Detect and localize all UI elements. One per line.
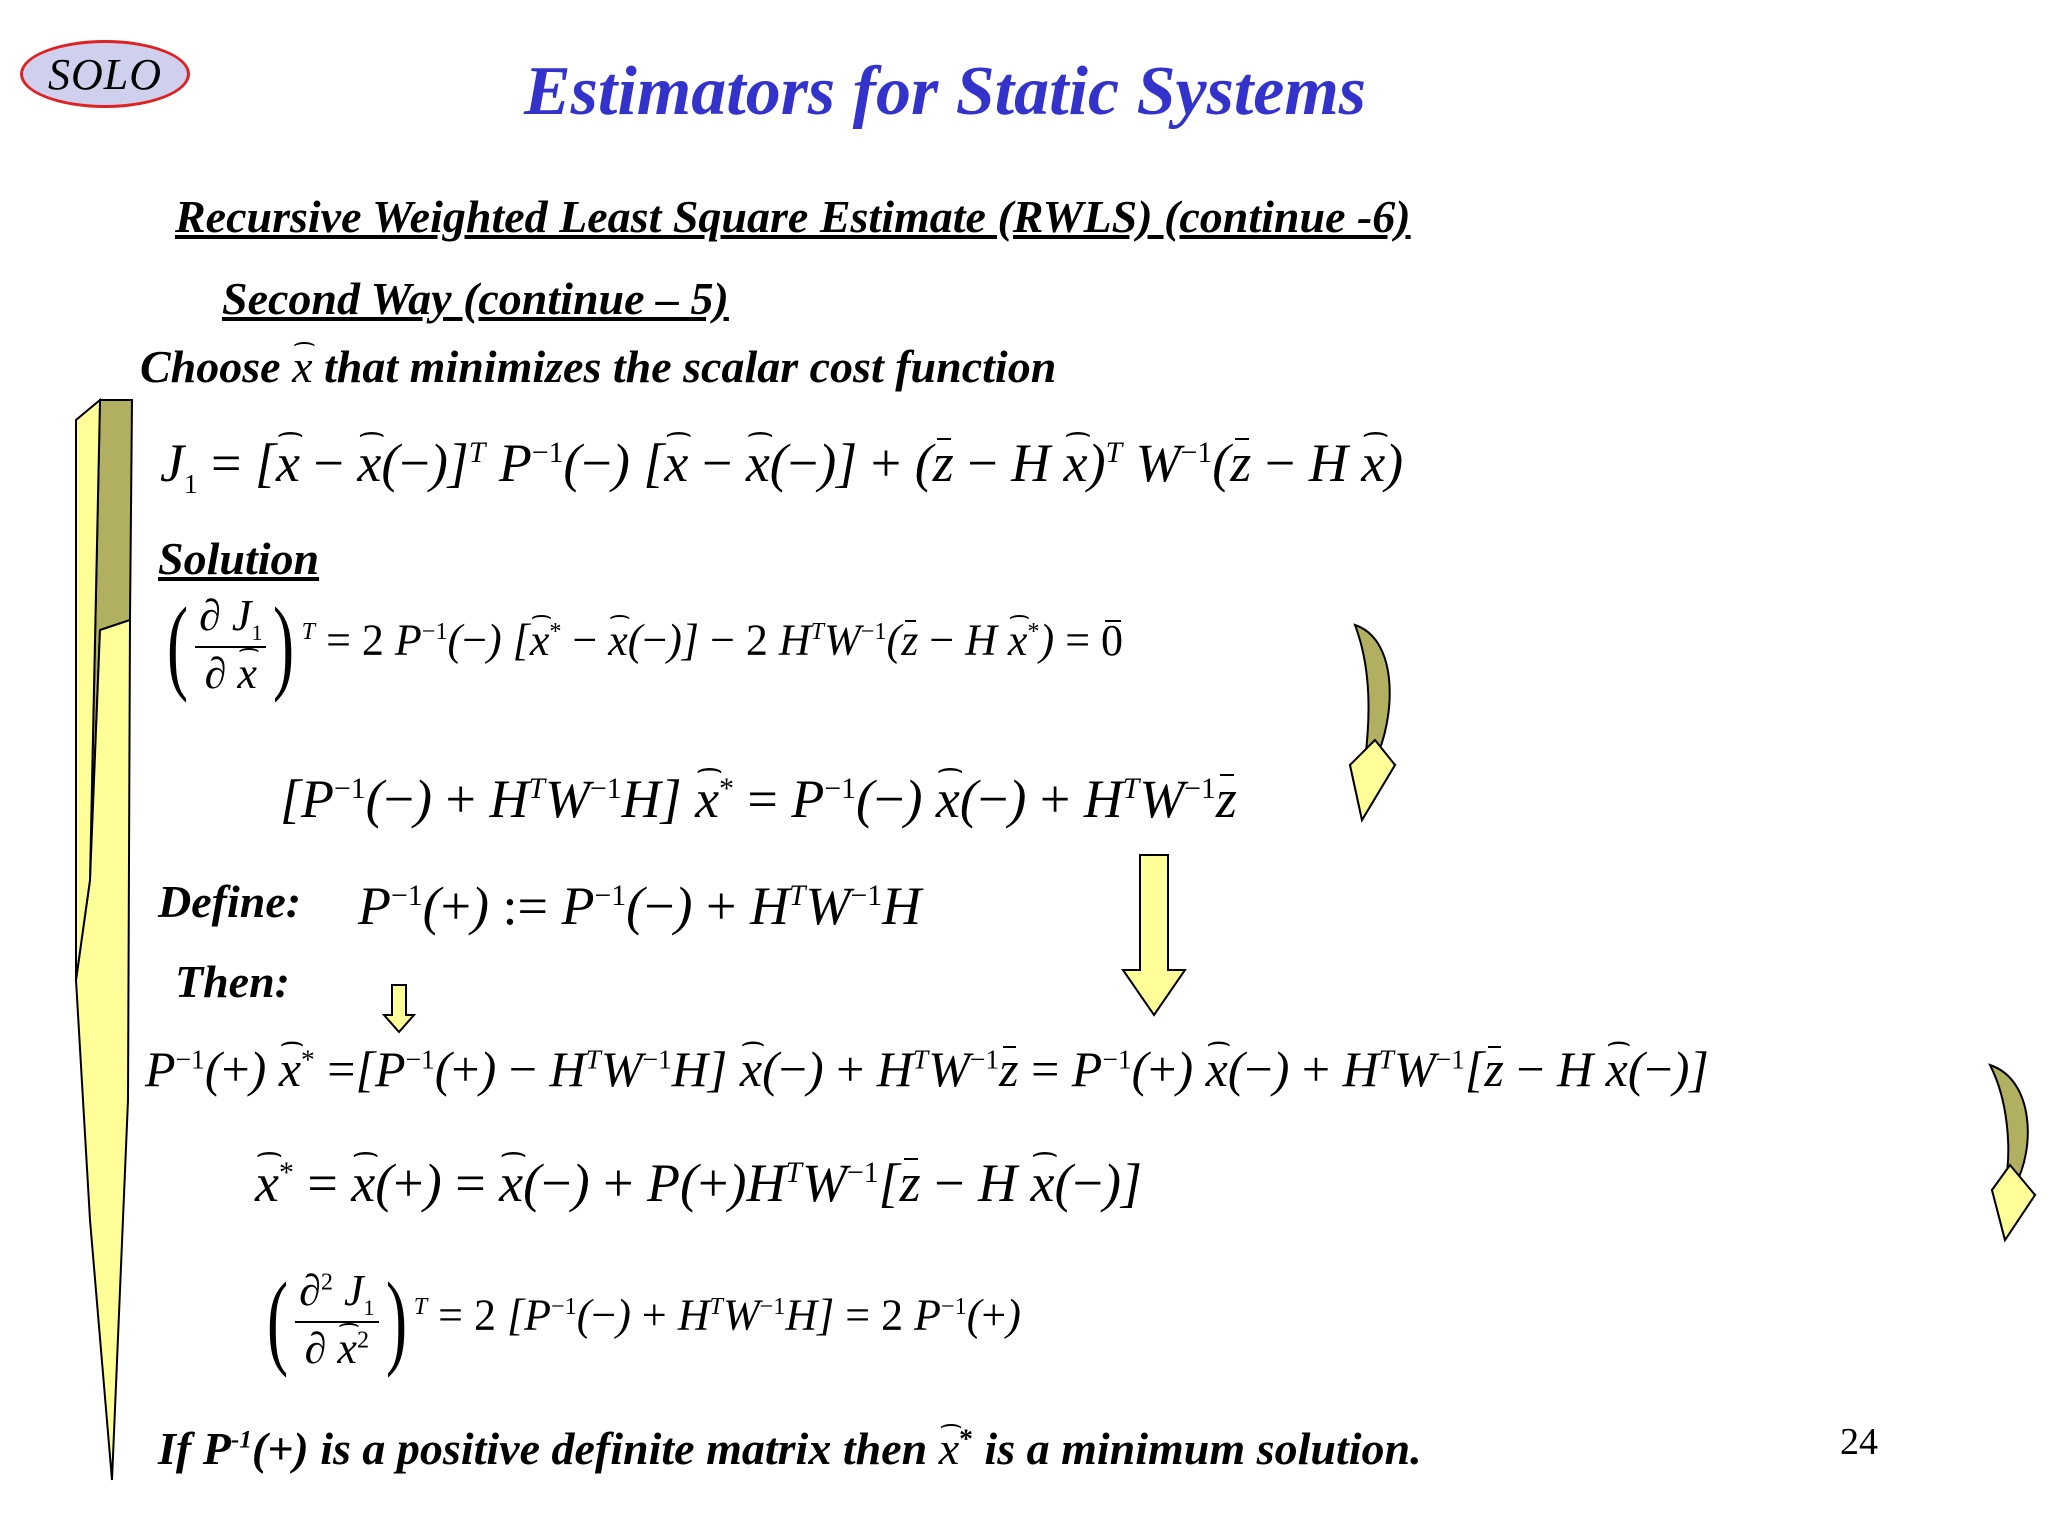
logo-text: SOLO xyxy=(47,49,163,99)
intro-line xyxy=(140,340,1056,393)
section-heading: Second Way (continue – 5) xyxy=(222,273,729,324)
conclusion-symbol: ⌢ x xyxy=(939,1422,959,1475)
down-arrow-small xyxy=(384,985,414,1032)
conclusion-line xyxy=(158,1422,1422,1475)
solution-label: Solution xyxy=(158,533,320,584)
then-label: Then: xyxy=(175,956,290,1007)
hessian-equation: ( $\frac{\partial^2 J_1}{\partial ⌢ x^2}$ ) $^T$ = 2 $[P^{-1}(-) + H^TW^{-1}H] = 2$ $P^{-1}(+)$ xyxy=(260,1265,1021,1374)
curved-arrow-2-tip xyxy=(1992,1165,2035,1240)
normal-equation: $[P^{-1}(-) + H^TW^{-1}H]$ ⌢ $x^* = P^{-1}(-)$ ⌢ $x(-) + H^TW^{-1}z$ xyxy=(280,768,1237,830)
conclusion-part1: If P xyxy=(158,1423,231,1474)
define-label: Define: xyxy=(158,876,302,927)
conclusion-star: * xyxy=(959,1422,973,1454)
down-arrow-big xyxy=(1123,855,1185,1015)
intro-after: that minimizes the scalar cost function xyxy=(324,341,1057,392)
update-equation: ⌢ x* = ⌢ x(+) = ⌢ $x(-) + P(+)H^TW^{-1}[z - H$ ⌢ x(−)] xyxy=(255,1152,1142,1214)
intro-before: Choose xyxy=(140,341,281,392)
curved-arrow-1-tip xyxy=(1350,740,1395,820)
page-number: 24 xyxy=(1840,1421,1878,1463)
conclusion-part3: is a minimum solution. xyxy=(984,1423,1422,1474)
slide-title: Estimators for Static Systems xyxy=(523,53,1367,130)
conclusion-sup: -1 xyxy=(230,1425,252,1454)
cost-function-equation: $J_1$ = [⌢ x − ⌢ x(−)]$^T$ $P^{-1}(-)$ [⌢ x − ⌢ x(−)] + (z − H ⌢ x)$^T$ $W^{-1}(z - H$ ⌢ x) xyxy=(160,432,1403,500)
conclusion-part2: (+) is a positive definite matrix then xyxy=(251,1423,928,1474)
define-equation: $P^{-1}(+)$ := $P^{-1}(-) + H^TW^{-1}H$ xyxy=(358,876,922,936)
intro-symbol: ⌢ x xyxy=(292,340,312,393)
subtitle: Recursive Weighted Least Square Estimate (RWLS) (continue -6) xyxy=(175,191,1411,242)
then-equation: $P^{-1}(+)$ ⌢ $x^* =[P^{-1}(+) - H^TW^{-1}H]$ ⌢ $x(-) + H^TW^{-1}z = P^{-1}(+)$ ⌢ $x(-) + H^TW^{-1}[z - H$ ⌢ x(−)] xyxy=(145,1040,1709,1098)
gradient-equation: ( $\frac{\partial J_1}{\partial ⌢ x}$ ) $^T$ = 2 $P^{-1}(-)$ [⌢ x* − ⌢ x(−)] − 2 $H^TW^{-1}(z - H$ ⌢ x*) = 0 xyxy=(160,590,1123,699)
